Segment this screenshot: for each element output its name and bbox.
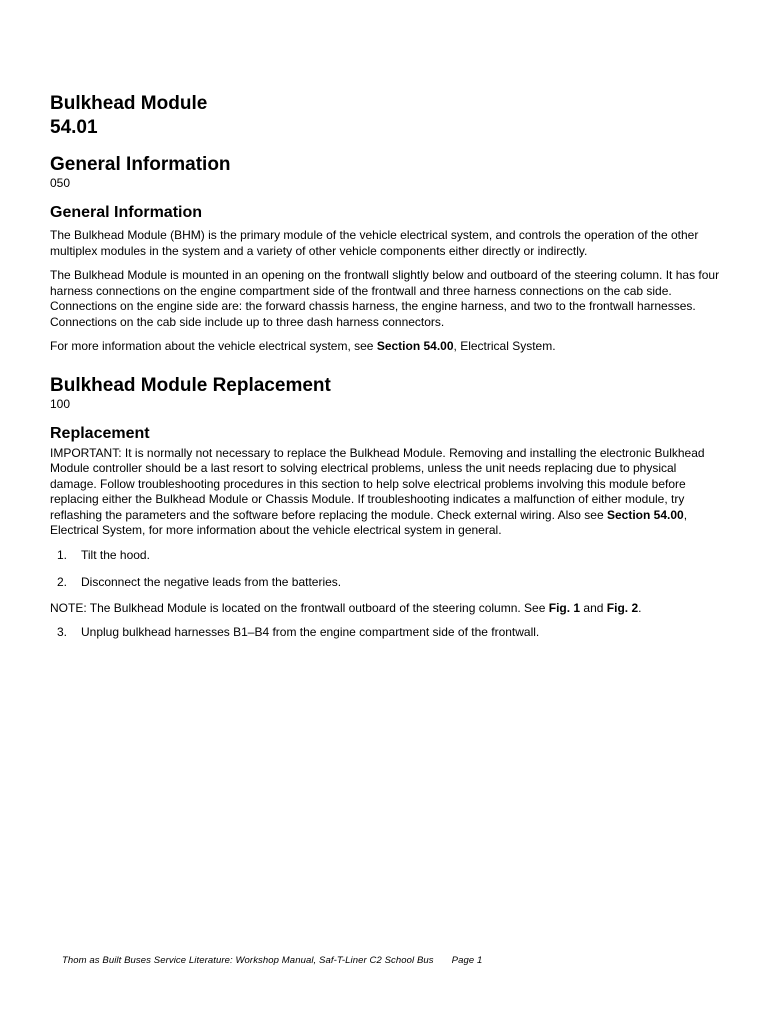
- paragraph-text: NOTE: The Bulkhead Module is located on the frontwall outboard of the steering column. See: [50, 600, 549, 615]
- section-reference: Section 54.00: [606, 507, 684, 522]
- page-footer: [62, 955, 482, 967]
- replacement-section-heading: Bulkhead Module Replacement: [50, 374, 331, 396]
- step-item: [50, 575, 722, 590]
- document-page: [50, 92, 722, 640]
- important-paragraph: [50, 446, 722, 539]
- step-number: 1.: [57, 547, 68, 562]
- paragraph-text: , Electrical System, for more information about the vehicle electrical system in general.: [50, 507, 688, 537]
- footer-text: Thom as Built Buses Service Literature: Workshop Manual, Saf-T-Liner C2 School Bus: [62, 955, 434, 966]
- general-information-heading: General Information: [50, 154, 231, 175]
- step-number: 3.: [57, 625, 68, 639]
- paragraph-text: IMPORTANT: It is normally not necessary to replace the Bulkhead Module. Removing and installing the electronic Bulkhead Module controller should be a last resort to solving electrical problems, unless the unit needs replacing due to physical damage. Follow troubleshooting procedures in this section to help solve electrical problems involving this module before replacing either the Bulkhead Module or Chassis Module. If troubleshooting indicates a malfunction of either module, try reflashing the parameters and the software before replacing the module. Check external wiring. Also see: [50, 445, 705, 522]
- paragraph-text: and: [580, 600, 607, 615]
- general-paragraph-2: The Bulkhead Module is mounted in an opening on the frontwall slightly below and outboard of the steering column. It has four harness connections on the engine compartment side of the frontwall and three harness connections on the cab side. Connections on the engine side are: the forward chassis harness, the engine harness, and two to the frontwall harnesses. Connections on the cab side include up to three dash harness connectors.: [50, 268, 720, 329]
- general-information-code: 050: [50, 176, 71, 190]
- replacement-section-code: 100: [50, 396, 71, 411]
- step-text: Tilt the hood.: [81, 547, 150, 562]
- figure-reference: Fig. 2: [606, 600, 639, 615]
- module-number: 54.01: [50, 117, 98, 138]
- general-paragraph-3: [50, 339, 722, 355]
- step-number: 2.: [57, 574, 68, 589]
- general-information-subheading: General Information: [50, 204, 203, 221]
- paragraph-text: For more information about the vehicle electrical system, see: [50, 339, 377, 353]
- step-item: [50, 548, 722, 563]
- general-paragraph-1: The Bulkhead Module (BHM) is the primary module of the vehicle electrical system, and controls the operation of the other multiplex modules in the system and a variety of other vehicle components either directly or indirectly.: [50, 228, 699, 258]
- page-number: Page 1: [451, 955, 483, 966]
- module-title: Bulkhead Module: [50, 93, 208, 114]
- section-reference: Section 54.00: [376, 339, 454, 353]
- step-text: Unplug bulkhead harnesses B1–B4 from the engine compartment side of the frontwall.: [81, 625, 540, 639]
- note-paragraph: [50, 601, 722, 617]
- replacement-subheading: Replacement: [50, 424, 150, 442]
- paragraph-text: .: [638, 600, 642, 615]
- figure-reference: Fig. 1: [548, 600, 581, 615]
- step-item: [50, 625, 722, 640]
- paragraph-text: , Electrical System.: [453, 339, 556, 353]
- step-text: Disconnect the negative leads from the batteries.: [81, 574, 342, 589]
